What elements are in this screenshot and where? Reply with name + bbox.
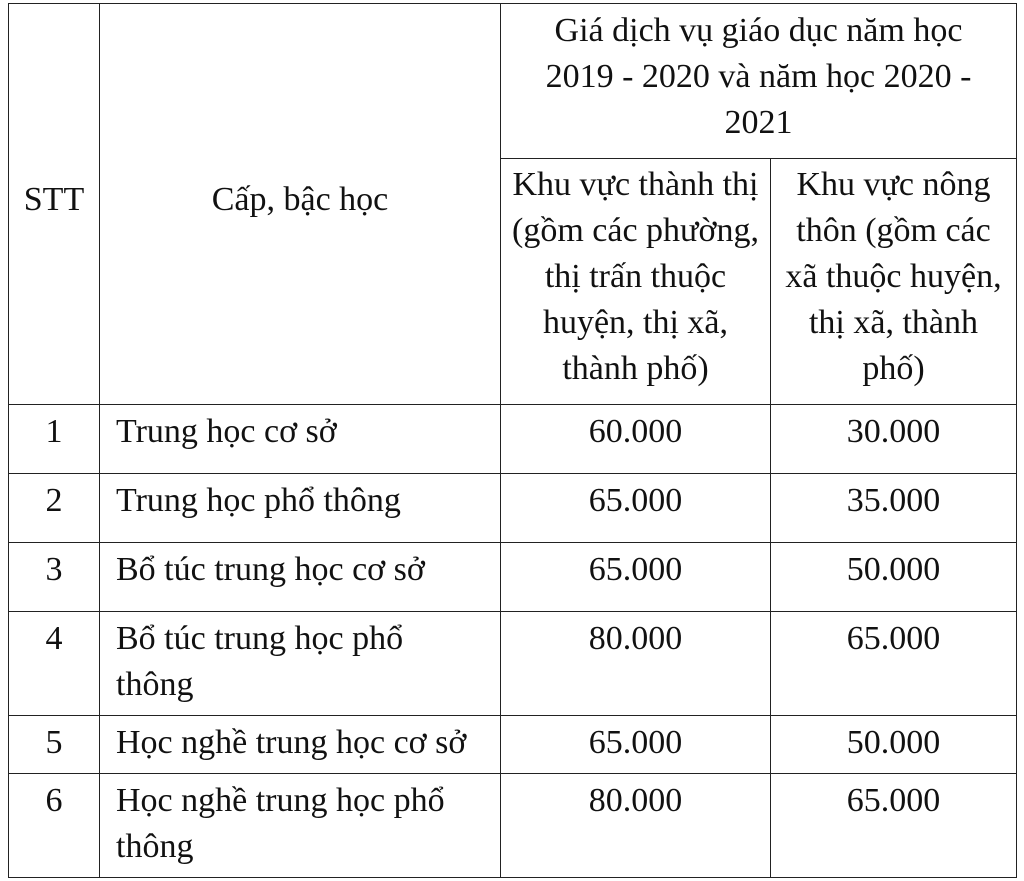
header-rural [771,159,1017,405]
cell-rural-price: 30.000 [771,405,1017,474]
cell-urban-price: 80.000 [501,774,771,878]
cell-stt: 2 [9,474,100,543]
cell-stt: 6 [9,774,100,878]
cell-level-text: Học nghề trung học phổ thông [116,782,445,865]
cell-stt: 1 [9,405,100,474]
cell-urban-price: 65.000 [501,543,771,612]
cell-rural-price: 50.000 [771,716,1017,774]
cell-level [100,612,501,716]
table-row [9,774,1017,878]
cell-level [100,774,501,878]
cell-rural-price: 50.000 [771,543,1017,612]
table-row [9,405,1017,474]
cell-urban-price: 65.000 [501,716,771,774]
table-row [9,543,1017,612]
cell-urban-price: 65.000 [501,474,771,543]
cell-level-text: Học nghề trung học cơ sở [116,724,467,761]
cell-rural-price: 65.000 [771,612,1017,716]
cell-rural-price: 65.000 [771,774,1017,878]
cell-stt: 4 [9,612,100,716]
price-table [8,3,1017,878]
cell-stt: 5 [9,716,100,774]
header-rural-text: Khu vực nông thôn (gồm các xã thuộc huyện, thị xã, thành phố) [785,166,1002,387]
cell-level: Bổ túc trung học cơ sở [100,543,501,612]
table-header-row [9,4,1017,159]
cell-stt: 3 [9,543,100,612]
header-price-group-text: Giá dịch vụ giáo dục năm học 2019 - 2020 và năm học 2020 - 2021 [545,12,972,141]
header-urban [501,159,771,405]
cell-level: Trung học cơ sở [100,405,501,474]
table-row [9,716,1017,774]
cell-rural-price: 35.000 [771,474,1017,543]
cell-level: Trung học phổ thông [100,474,501,543]
table-row [9,474,1017,543]
cell-urban-price: 80.000 [501,612,771,716]
header-price-group [501,4,1017,159]
table-row [9,612,1017,716]
cell-level-text: Bổ túc trung học phổ thông [116,620,404,703]
cell-urban-price: 60.000 [501,405,771,474]
cell-level [100,716,501,774]
header-urban-text: Khu vực thành thị (gồm các phường, thị trấn thuộc huyện, thị xã, thành phố) [512,166,759,387]
header-level: Cấp, bậc học [100,4,501,405]
header-stt: STT [9,4,100,405]
